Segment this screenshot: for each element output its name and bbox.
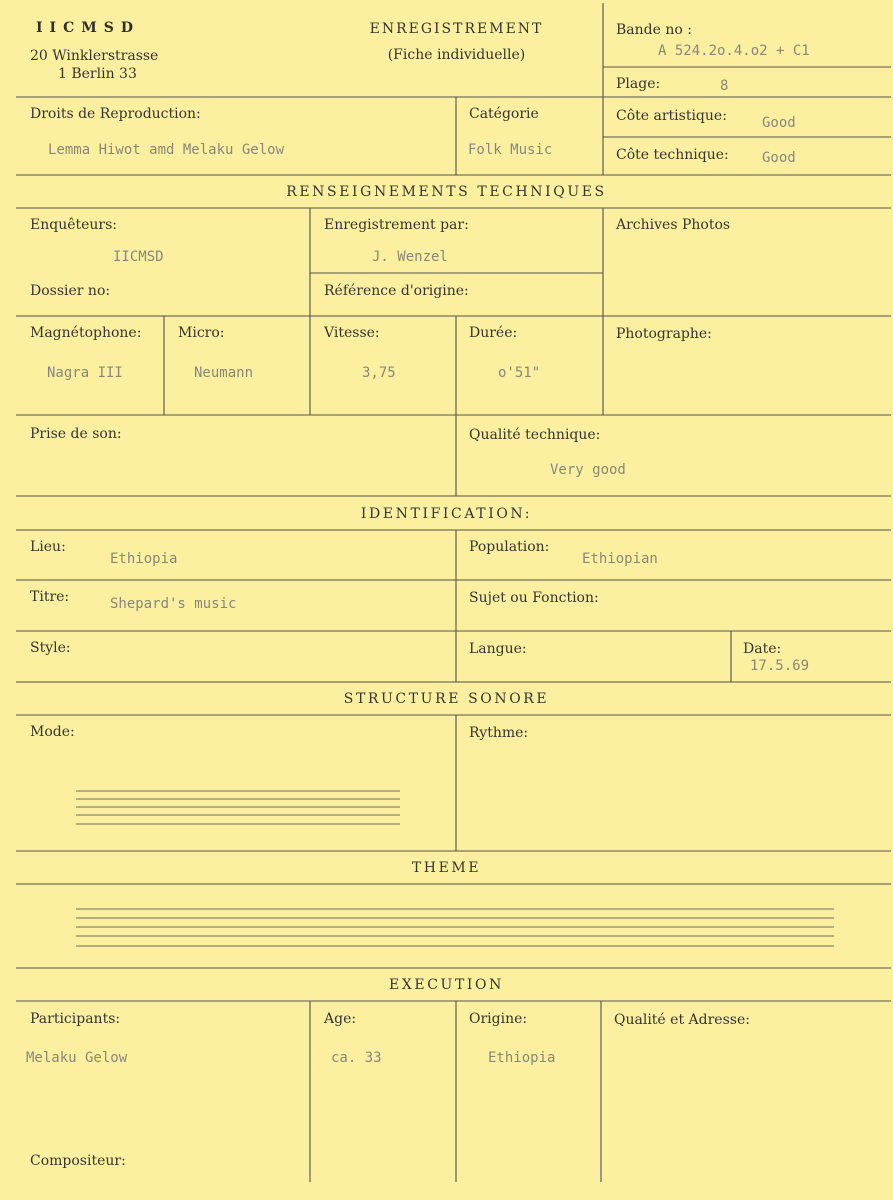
microphone-value: Neumann xyxy=(194,365,254,381)
investigators-value: IICMSD xyxy=(113,249,164,265)
section-heading-theme: THEME xyxy=(411,860,482,876)
photographer-label: Photographe: xyxy=(616,326,712,342)
place-label: Lieu: xyxy=(30,539,66,555)
org-logo: IICMSD xyxy=(36,20,140,36)
section-heading-technical: RENSEIGNEMENTS TECHNIQUES xyxy=(286,184,607,200)
date-label: Date: xyxy=(743,641,782,657)
duration-label: Durée: xyxy=(469,325,518,341)
section-heading-structure: STRUCTURE SONORE xyxy=(343,691,550,707)
technical-rating-value: Good xyxy=(762,150,796,166)
duration-value: o'51" xyxy=(498,365,541,381)
title-label: Titre: xyxy=(30,589,70,605)
photo-archives-label: Archives Photos xyxy=(616,217,731,233)
origin-label: Origine: xyxy=(469,1011,528,1027)
recorder-value: Nagra III xyxy=(47,365,123,381)
speed-value: 3,75 xyxy=(362,365,396,381)
artistic-rating-label: Côte artistique: xyxy=(616,108,727,124)
composer-label: Compositeur: xyxy=(30,1153,126,1169)
participants-value: Melaku Gelow xyxy=(26,1050,128,1066)
technical-rating-label: Côte technique: xyxy=(616,147,729,163)
microphone-label: Micro: xyxy=(178,325,225,341)
recorded-by-label: Enregistrement par: xyxy=(324,217,469,233)
population-label: Population: xyxy=(469,539,550,555)
tech-quality-value: Very good xyxy=(550,462,626,478)
track-value: 8 xyxy=(720,78,729,94)
sound-take-label: Prise de son: xyxy=(30,426,122,442)
age-label: Age: xyxy=(324,1011,357,1027)
subject-label: Sujet ou Fonction: xyxy=(469,590,599,606)
population-value: Ethiopian xyxy=(582,551,658,567)
category-label: Catégorie xyxy=(469,106,539,122)
tape-number-label: Bande no : xyxy=(616,22,692,38)
rhythm-label: Rythme: xyxy=(469,725,529,741)
origin-value: Ethiopia xyxy=(488,1050,556,1066)
participants-label: Participants: xyxy=(30,1011,121,1027)
section-heading-execution: EXECUTION xyxy=(389,977,504,993)
address-line-2: 1 Berlin 33 xyxy=(58,66,137,82)
category-value: Folk Music xyxy=(468,142,553,158)
section-heading-identification: IDENTIFICATION: xyxy=(360,506,533,522)
speed-label: Vitesse: xyxy=(324,325,380,341)
rights-label: Droits de Reproduction: xyxy=(30,106,201,122)
form-subtitle: (Fiche individuelle) xyxy=(387,47,526,63)
rights-value: Lemma Hiwot amd Melaku Gelow xyxy=(48,142,285,158)
style-label: Style: xyxy=(30,640,71,656)
recorder-label: Magnétophone: xyxy=(30,325,142,341)
language-label: Langue: xyxy=(469,641,527,657)
date-value: 17.5.69 xyxy=(750,658,810,674)
address-line-1: 20 Winklerstrasse xyxy=(30,48,159,64)
track-label: Plage: xyxy=(616,76,661,92)
investigators-label: Enquêteurs: xyxy=(30,217,118,233)
file-number-label: Dossier no: xyxy=(30,283,111,299)
title-value: Shepard's music xyxy=(110,596,237,612)
age-value: ca. 33 xyxy=(331,1050,382,1066)
tape-number-value: A 524.2o.4.o2 + C1 xyxy=(658,43,810,59)
mode-label: Mode: xyxy=(30,724,75,740)
recorded-by-value: J. Wenzel xyxy=(372,249,448,265)
origin-reference-label: Référence d'origine: xyxy=(324,283,469,299)
address-label: Qualité et Adresse: xyxy=(614,1012,750,1028)
place-value: Ethiopia xyxy=(110,551,178,567)
form-title: ENREGISTREMENT xyxy=(369,21,544,37)
tech-quality-label: Qualité technique: xyxy=(469,427,601,443)
artistic-rating-value: Good xyxy=(762,115,796,131)
